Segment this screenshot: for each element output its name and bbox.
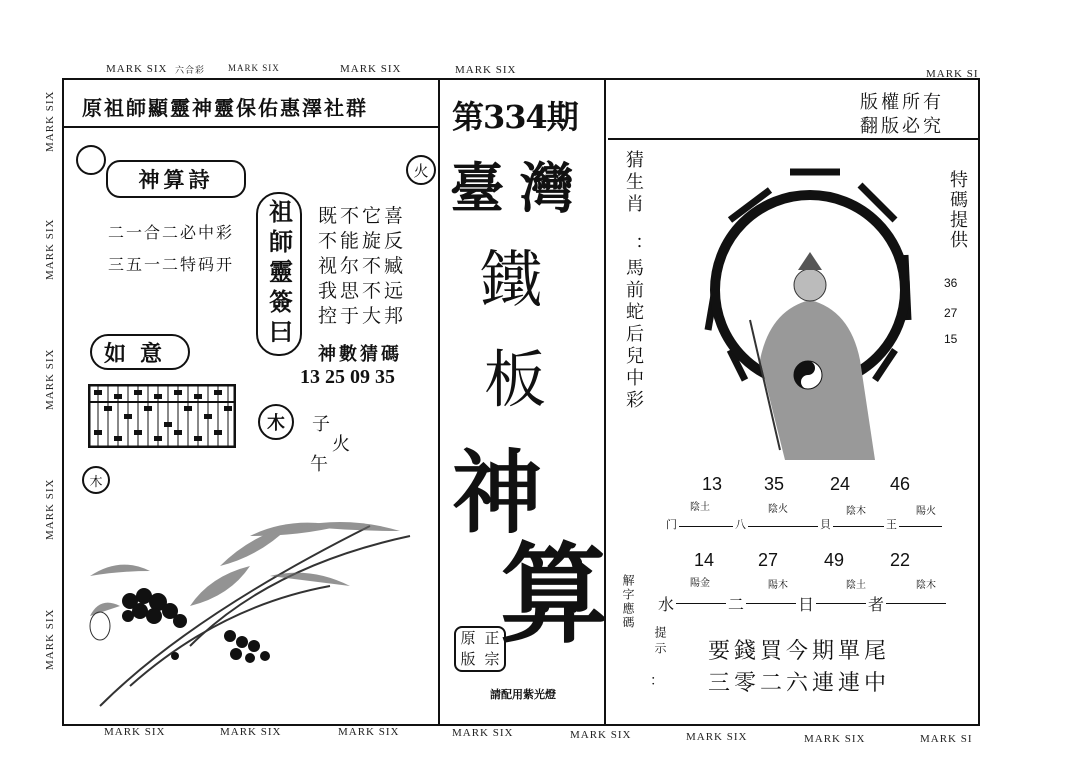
bottom-mark-2: MARK SIX xyxy=(220,726,282,738)
row1-number-3: 24 xyxy=(830,474,851,494)
row1-number-1: 13 xyxy=(702,474,723,494)
row1-tag-2: 陰火 xyxy=(768,504,788,515)
bamboo-svg xyxy=(70,496,430,716)
poem-line-2: 三五一二特码开 xyxy=(108,255,235,274)
verse-line-4: 我思不远 xyxy=(318,280,407,302)
title-char-1: 臺 xyxy=(450,156,504,220)
left-mark-3: MARK SIX xyxy=(44,348,56,410)
top-mark-5: MARK SIX xyxy=(455,64,517,76)
ruyi-badge xyxy=(90,334,190,370)
top-mark-3: MARK SIX xyxy=(228,63,280,73)
row1-number-4: 46 xyxy=(890,474,911,494)
verse-line-1: 既不它喜 xyxy=(318,205,407,227)
title-char-2: 灣 xyxy=(520,156,574,220)
row2-number-1: 14 xyxy=(694,550,715,570)
title-char-3: 鐵 xyxy=(480,243,543,316)
deity-svg xyxy=(690,160,930,460)
hint-label: 提示 xyxy=(653,626,667,658)
special-number-1: 36 xyxy=(944,276,958,290)
top-mark-4: MARK SIX xyxy=(340,63,402,75)
circle-decoration xyxy=(76,145,106,175)
bottom-mark-8: MARK SI xyxy=(920,733,973,745)
authentic-seal xyxy=(454,626,506,672)
row2-char-4: 者 xyxy=(866,592,886,615)
row1-char-2: 八 xyxy=(735,518,746,531)
row2-char-2: 二 xyxy=(726,592,746,615)
special-label: 特碼提供 xyxy=(947,170,968,250)
guess-numbers: 13 25 09 35 xyxy=(300,366,395,388)
wood-badge-2 xyxy=(82,466,110,494)
bamboo-painting xyxy=(70,496,430,716)
bottom-mark-4: MARK SIX xyxy=(452,727,514,739)
poem-title-text: 神算詩 xyxy=(138,167,214,192)
middle-footer: 請配用紫光燈 xyxy=(490,688,556,701)
row2-number-2: 27 xyxy=(758,550,779,570)
sign-label-text: 祖師靈簽曰 xyxy=(264,199,294,349)
bottom-mark-7: MARK SIX xyxy=(804,733,866,745)
row1-char-1: 门 xyxy=(666,518,677,531)
abacus-svg xyxy=(88,384,236,448)
row1-line xyxy=(676,526,942,527)
zodiac-answer: ：馬前蛇后兒中彩 xyxy=(623,236,644,412)
hint-line-2: 三零二六連連中 xyxy=(708,671,891,696)
copyright-line-1: 版權所有 xyxy=(860,92,944,113)
row1-char-4: 王 xyxy=(886,518,897,531)
row2-tag-2: 陽木 xyxy=(768,580,788,591)
hint-colon: ： xyxy=(650,673,664,689)
ruyi-text: 如意 xyxy=(103,340,176,367)
poem-line-1: 二一合二必中彩 xyxy=(108,223,235,242)
special-number-3: 15 xyxy=(944,332,958,346)
zodiac-label: 猜生肖 xyxy=(623,150,644,216)
title-char-5: 神 xyxy=(452,440,542,546)
title-char-4: 板 xyxy=(484,343,547,416)
verse-block xyxy=(318,204,406,329)
verse-line-5: 控于大邦 xyxy=(318,305,407,327)
row2-char-3: 日 xyxy=(796,592,816,615)
issue-number: 第334期 xyxy=(452,98,578,136)
special-number-2: 27 xyxy=(944,306,958,320)
sign-label xyxy=(256,192,302,356)
copyright-line-2: 翻版必究 xyxy=(860,116,944,137)
row2-number-4: 22 xyxy=(890,550,911,570)
wu-char: 午 xyxy=(310,454,328,475)
left-header: 原祖師顯靈神靈保佑惠澤社群 xyxy=(82,96,368,120)
row1-char-3: 貝 xyxy=(820,518,831,531)
row2-tag-1: 陽金 xyxy=(690,578,710,589)
abacus-image xyxy=(88,384,236,448)
bottom-mark-3: MARK SIX xyxy=(338,726,400,738)
verse-line-2: 不能旋反 xyxy=(318,230,407,252)
row1-number-2: 35 xyxy=(764,474,785,494)
left-mark-5: MARK SIX xyxy=(44,608,56,670)
left-mark-4: MARK SIX xyxy=(44,478,56,540)
seal-char-3: 版 xyxy=(460,650,476,668)
wood-badge-text: 木 xyxy=(267,413,285,434)
row2-tag-4: 陰木 xyxy=(916,580,936,591)
decode-label: 解字應碼 xyxy=(621,574,635,630)
zi-char: 子 xyxy=(312,414,330,435)
top-mark-2: 六合彩 xyxy=(175,65,206,75)
row2-tag-3: 陰土 xyxy=(846,580,866,591)
fire-badge xyxy=(406,155,436,185)
deity-image xyxy=(690,160,930,460)
seal-char-4: 宗 xyxy=(484,650,500,668)
bottom-mark-1: MARK SIX xyxy=(104,726,166,738)
poem-title xyxy=(106,160,246,198)
bottom-mark-6: MARK SIX xyxy=(686,731,748,743)
left-mark-1: MARK SIX xyxy=(44,90,56,152)
row2-char-1: 水 xyxy=(656,592,676,615)
verse-line-3: 视尔不臧 xyxy=(318,255,407,277)
row1-tag-3: 陰木 xyxy=(846,506,866,517)
top-mark-1: MARK SIX xyxy=(106,63,168,75)
row1-tag-4: 陽火 xyxy=(916,506,936,517)
seal-char-2: 正 xyxy=(484,629,500,647)
row2-number-3: 49 xyxy=(824,550,845,570)
seal-char-1: 原 xyxy=(460,629,476,647)
left-mark-2: MARK SIX xyxy=(44,218,56,280)
left-header-rule xyxy=(64,126,438,128)
title-char-6: 算 xyxy=(500,532,609,658)
right-header-rule xyxy=(608,138,978,140)
hint-line-1: 要錢買今期單尾 xyxy=(708,639,891,664)
row1-tag-1: 陰土 xyxy=(690,502,710,513)
guess-label: 神數猜碼 xyxy=(318,344,402,365)
bottom-mark-5: MARK SIX xyxy=(570,729,632,741)
fire-badge-text: 火 xyxy=(413,161,429,180)
wood-badge-2-text: 木 xyxy=(89,474,103,490)
top-mark-6: MARK SI xyxy=(926,68,979,80)
wood-badge xyxy=(258,404,294,440)
huo-char: 火 xyxy=(332,434,350,455)
